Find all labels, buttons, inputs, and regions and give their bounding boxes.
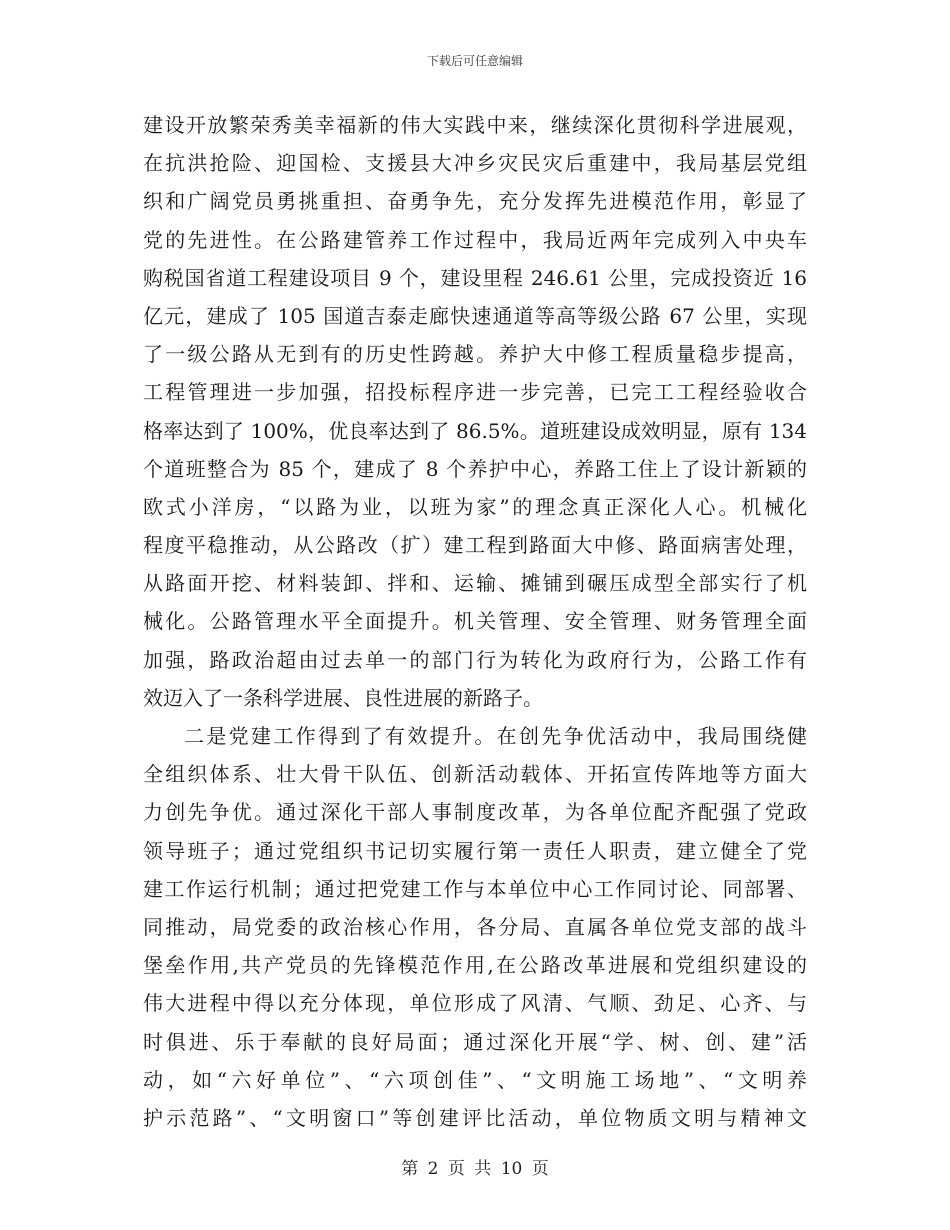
text-line: 领导班子；通过党组织书记切实履行第一责任人职责，建立健全了党 — [143, 838, 807, 863]
paragraph-1 — [143, 106, 807, 717]
text-line: 加强，路政治超由过去单一的部门行为转化为政府行为，公路工作有 — [143, 647, 807, 672]
text-line: 亿元，建成了 105 国道吉泰走廊快速通道等高等级公路 67 公里，实现 — [143, 303, 807, 328]
text-line: 工程管理进一步加强，招投标程序进一步完善，已完工工程经验收合 — [143, 380, 807, 405]
text-line: 建工作运行机制；通过把党建工作与本单位中心工作同讨论、同部署、 — [143, 876, 807, 901]
text-line: 动，如“六好单位”、“六项创佳”、“文明施工场地”、“文明养 — [143, 1067, 807, 1092]
text-line: 了一级公路从无到有的历史性跨越。养护大中修工程质量稳步提高， — [143, 342, 807, 367]
text-line: 伟大进程中得以充分体现，单位形成了风清、气顺、劲足、心齐、与 — [143, 991, 807, 1016]
text-line: 从路面开挖、材料装卸、拌和、运输、摊铺到碾压成型全部实行了机 — [143, 571, 807, 596]
text-line: 欧式小洋房，“以路为业，以班为家”的理念真正深化人心。机械化 — [143, 494, 807, 519]
text-line: 械化。公路管理水平全面提升。机关管理、安全管理、财务管理全面 — [143, 609, 807, 634]
paragraph-2 — [143, 717, 807, 1137]
document-body — [143, 106, 807, 1137]
page-number-footer: 第 2 页 共 10 页 — [401, 1159, 549, 1179]
text-line: 时俱进、乐于奉献的良好局面；通过深化开展“学、树、创、建”活 — [143, 1029, 807, 1054]
text-line: 党的先进性。在公路建管养工作过程中，我局近两年完成列入中央车 — [143, 227, 807, 252]
text-line: 建设开放繁荣秀美幸福新的伟大实践中来，继续深化贯彻科学进展观， — [143, 113, 807, 137]
text-line: 效迈入了一条科学进展、良性进展的新路子。 — [143, 685, 543, 710]
text-line: 二是党建工作得到了有效提升。在创先争优活动中，我局围绕健 — [184, 724, 807, 748]
text-line: 织和广阔党员勇挑重担、奋勇争先，充分发挥先进模范作用，彰显了 — [143, 189, 807, 214]
text-line: 力创先争优。通过深化干部人事制度改革，为各单位配齐配强了党政 — [143, 800, 807, 825]
text-line: 程度平稳推动，从公路改（扩）建工程到路面大中修、路面病害处理， — [143, 533, 807, 558]
text-line: 堡垒作用,共产党员的先锋模范作用,在公路改革进展和党组织建设的 — [143, 953, 807, 978]
text-line: 在抗洪抢险、迎国检、支援县大冲乡灾民灾后重建中，我局基层党组 — [143, 151, 807, 176]
text-line: 购税国省道工程建设项目 9 个，建设里程 246.61 公里，完成投资近 16 — [143, 265, 807, 290]
text-line: 同推动，局党委的政治核心作用，各分局、直属各单位党支部的战斗 — [143, 914, 807, 939]
text-line: 全组织体系、壮大骨干队伍、创新活动载体、开拓宣传阵地等方面大 — [143, 762, 807, 787]
text-line: 个道班整合为 85 个，建成了 8 个养护中心，养路工住上了设计新颖的 — [143, 456, 807, 481]
page-header: 下载后可任意编辑 — [426, 54, 523, 68]
text-line: 护示范路”、“文明窗口”等创建评比活动，单位物质文明与精神文 — [143, 1105, 807, 1130]
text-line: 格率达到了 100%，优良率达到了 86.5%。道班建设成效明显，原有 134 — [143, 418, 807, 443]
